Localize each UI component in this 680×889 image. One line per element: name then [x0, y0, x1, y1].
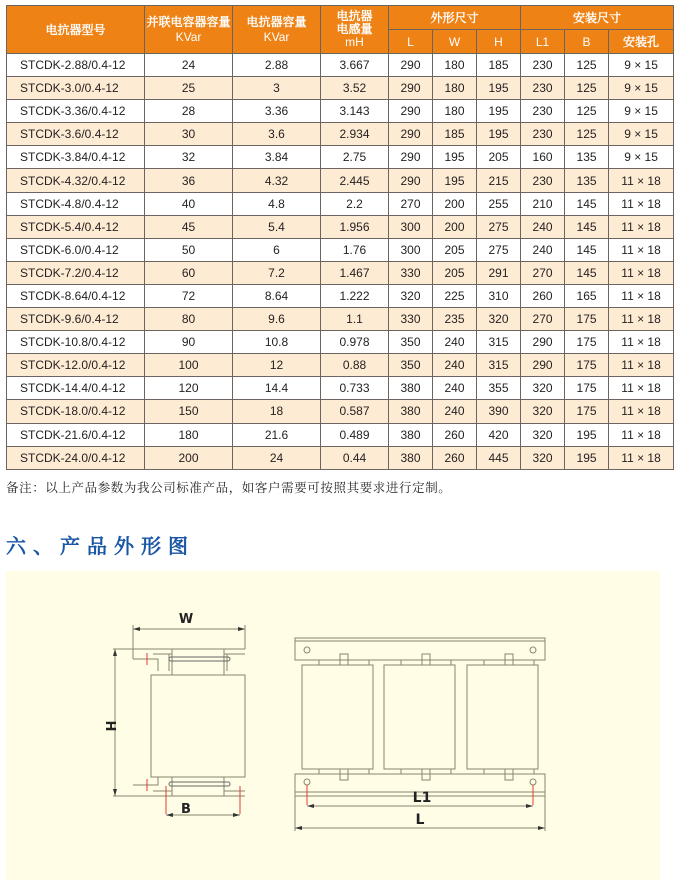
cell-kvar-cap: 120	[145, 377, 233, 400]
l1-arrow-right-icon	[526, 804, 533, 808]
cell-model: STCDK-2.88/0.4-12	[7, 54, 145, 77]
cell-kvar-reactor: 3	[233, 77, 321, 100]
cell-hole: 11 × 18	[609, 354, 674, 377]
cell-model: STCDK-14.4/0.4-12	[7, 377, 145, 400]
cell-l1: 270	[521, 261, 565, 284]
cell-w: 205	[433, 261, 477, 284]
cell-b: 145	[565, 192, 609, 215]
cell-h: 195	[477, 123, 521, 146]
table-row	[7, 331, 674, 354]
cell-mh: 1.1	[321, 308, 389, 331]
table-row	[7, 308, 674, 331]
l-arrow-left-icon	[295, 826, 302, 830]
label-l1: L1	[412, 790, 432, 806]
table-row	[7, 169, 674, 192]
cell-kvar-cap: 72	[145, 284, 233, 307]
table-row	[7, 100, 674, 123]
cell-mh: 1.467	[321, 261, 389, 284]
table-row	[7, 77, 674, 100]
cell-kvar-cap: 80	[145, 308, 233, 331]
table-row	[7, 423, 674, 446]
top-hole-right-icon	[530, 647, 536, 653]
cell-b: 125	[565, 123, 609, 146]
cell-hole: 11 × 18	[609, 284, 674, 307]
cell-mh: 0.44	[321, 446, 389, 469]
cell-kvar-reactor: 18	[233, 400, 321, 423]
l1-arrow-left-icon	[307, 804, 314, 808]
cell-kvar-cap: 200	[145, 446, 233, 469]
cell-l: 290	[389, 169, 433, 192]
cell-mh: 1.222	[321, 284, 389, 307]
cell-hole: 9 × 15	[609, 123, 674, 146]
cell-l: 290	[389, 123, 433, 146]
bottom-hole-right-icon	[530, 779, 536, 785]
cell-kvar-reactor: 3.6	[233, 123, 321, 146]
top-hole-left-icon	[304, 647, 310, 653]
cell-kvar-cap: 60	[145, 261, 233, 284]
cell-l: 380	[389, 446, 433, 469]
cell-h: 195	[477, 77, 521, 100]
table-body	[7, 54, 674, 470]
cell-model: STCDK-10.8/0.4-12	[7, 331, 145, 354]
cell-kvar-reactor: 24	[233, 446, 321, 469]
cell-b: 125	[565, 77, 609, 100]
cell-kvar-cap: 100	[145, 354, 233, 377]
cell-l1: 230	[521, 77, 565, 100]
cell-b: 175	[565, 354, 609, 377]
cell-hole: 11 × 18	[609, 261, 674, 284]
cell-hole: 11 × 18	[609, 308, 674, 331]
cell-h: 315	[477, 331, 521, 354]
cell-h: 255	[477, 192, 521, 215]
cell-l: 330	[389, 308, 433, 331]
cell-kvar-cap: 40	[145, 192, 233, 215]
cell-kvar-reactor: 14.4	[233, 377, 321, 400]
h-arrow-bottom-icon	[113, 789, 117, 796]
cell-model: STCDK-4.8/0.4-12	[7, 192, 145, 215]
cell-l1: 320	[521, 400, 565, 423]
cell-kvar-reactor: 3.84	[233, 146, 321, 169]
cell-hole: 11 × 18	[609, 446, 674, 469]
bottom-clamp-left	[153, 791, 172, 796]
cell-kvar-reactor: 4.32	[233, 169, 321, 192]
cell-kvar-reactor: 8.64	[233, 284, 321, 307]
top-clamp-left	[153, 649, 172, 654]
coil-body	[151, 675, 245, 777]
cell-h: 205	[477, 146, 521, 169]
b-arrow-left-icon	[166, 813, 173, 817]
bottom-hole-left-icon	[304, 779, 310, 785]
cell-l1: 230	[521, 123, 565, 146]
header-model: 电抗器型号	[7, 6, 145, 54]
header-inductance-unit: mH	[345, 35, 364, 49]
cell-l1: 320	[521, 446, 565, 469]
table-row	[7, 146, 674, 169]
header-capacitor-capacity	[145, 6, 233, 54]
cell-w: 200	[433, 215, 477, 238]
cell-l: 290	[389, 146, 433, 169]
cell-l: 290	[389, 100, 433, 123]
cell-l: 290	[389, 54, 433, 77]
cell-b: 195	[565, 423, 609, 446]
coil-1	[302, 665, 373, 769]
cell-b: 195	[565, 446, 609, 469]
cell-l: 350	[389, 354, 433, 377]
cell-mh: 3.667	[321, 54, 389, 77]
cell-b: 125	[565, 54, 609, 77]
cell-kvar-reactor: 9.6	[233, 308, 321, 331]
cell-model: STCDK-12.0/0.4-12	[7, 354, 145, 377]
cell-w: 240	[433, 331, 477, 354]
cell-w: 260	[433, 446, 477, 469]
l-arrow-right-icon	[538, 826, 545, 830]
cell-h: 315	[477, 354, 521, 377]
side-view	[113, 625, 245, 817]
cell-model: STCDK-5.4/0.4-12	[7, 215, 145, 238]
cell-model: STCDK-8.64/0.4-12	[7, 284, 145, 307]
table-row	[7, 354, 674, 377]
outline-drawing-panel	[6, 571, 660, 880]
cell-b: 145	[565, 238, 609, 261]
cell-l1: 210	[521, 192, 565, 215]
cell-w: 180	[433, 54, 477, 77]
cell-hole: 9 × 15	[609, 54, 674, 77]
table-row	[7, 215, 674, 238]
bottom-clamp-right	[224, 791, 245, 796]
table-row	[7, 377, 674, 400]
cell-hole: 11 × 18	[609, 423, 674, 446]
cell-mh: 2.2	[321, 192, 389, 215]
cell-mh: 0.587	[321, 400, 389, 423]
cell-kvar-reactor: 7.2	[233, 261, 321, 284]
cell-b: 175	[565, 377, 609, 400]
cell-model: STCDK-3.0/0.4-12	[7, 77, 145, 100]
table-row	[7, 238, 674, 261]
header-inductance	[321, 6, 389, 54]
cell-hole: 9 × 15	[609, 146, 674, 169]
cell-w: 200	[433, 192, 477, 215]
cell-l1: 240	[521, 238, 565, 261]
cell-kvar-cap: 32	[145, 146, 233, 169]
table-row	[7, 261, 674, 284]
cell-kvar-cap: 30	[145, 123, 233, 146]
cell-l: 300	[389, 215, 433, 238]
label-l: L	[415, 812, 425, 828]
cell-kvar-cap: 50	[145, 238, 233, 261]
cell-mh: 3.52	[321, 77, 389, 100]
cell-kvar-cap: 25	[145, 77, 233, 100]
table-row	[7, 192, 674, 215]
cell-h: 320	[477, 308, 521, 331]
cell-kvar-cap: 28	[145, 100, 233, 123]
cell-l1: 230	[521, 100, 565, 123]
cell-w: 195	[433, 146, 477, 169]
table-row	[7, 123, 674, 146]
cell-b: 175	[565, 400, 609, 423]
cell-kvar-reactor: 21.6	[233, 423, 321, 446]
cell-b: 165	[565, 284, 609, 307]
label-w: W	[178, 612, 194, 627]
table-header	[7, 6, 674, 54]
cell-l: 350	[389, 331, 433, 354]
cell-kvar-reactor: 2.88	[233, 54, 321, 77]
cell-kvar-reactor: 5.4	[233, 215, 321, 238]
cell-mh: 0.733	[321, 377, 389, 400]
cell-kvar-cap: 24	[145, 54, 233, 77]
cell-mh: 3.143	[321, 100, 389, 123]
bottom-bolt	[169, 782, 230, 786]
cell-kvar-cap: 45	[145, 215, 233, 238]
cell-l: 320	[389, 284, 433, 307]
cell-kvar-reactor: 12	[233, 354, 321, 377]
cell-h: 275	[477, 215, 521, 238]
cell-l1: 270	[521, 308, 565, 331]
cell-l: 380	[389, 423, 433, 446]
label-b: B	[181, 802, 191, 817]
cell-w: 205	[433, 238, 477, 261]
table-row	[7, 446, 674, 469]
cell-hole: 11 × 18	[609, 169, 674, 192]
header-install-dims: 安装尺寸	[521, 6, 674, 30]
cell-hole: 11 × 18	[609, 331, 674, 354]
cell-mh: 1.76	[321, 238, 389, 261]
cell-l: 380	[389, 377, 433, 400]
cell-w: 180	[433, 100, 477, 123]
cell-l1: 230	[521, 54, 565, 77]
cell-kvar-cap: 36	[145, 169, 233, 192]
cell-w: 260	[433, 423, 477, 446]
cell-l1: 320	[521, 423, 565, 446]
header-reactor-capacity-label: 电抗器容量	[246, 14, 307, 29]
cell-hole: 11 × 18	[609, 215, 674, 238]
table-row	[7, 284, 674, 307]
h-arrow-top-icon	[113, 649, 117, 656]
cell-l1: 160	[521, 146, 565, 169]
cell-b: 135	[565, 169, 609, 192]
cell-kvar-reactor: 4.8	[233, 192, 321, 215]
cell-mh: 2.75	[321, 146, 389, 169]
cell-model: STCDK-6.0/0.4-12	[7, 238, 145, 261]
header-capacitor-capacity-label: 并联电容器容量	[146, 14, 231, 29]
header-reactor-capacity	[233, 6, 321, 54]
remark-note: 备注：以上产品参数为我公司标准产品，如客户需要可按照其要求进行定制。	[6, 481, 452, 495]
cell-w: 185	[433, 123, 477, 146]
top-clamp-right	[224, 649, 245, 654]
b-arrow-right-icon	[233, 813, 240, 817]
cell-w: 240	[433, 377, 477, 400]
table-row	[7, 400, 674, 423]
cell-hole: 11 × 18	[609, 400, 674, 423]
cell-h: 275	[477, 238, 521, 261]
cell-b: 135	[565, 146, 609, 169]
cell-l1: 230	[521, 169, 565, 192]
cell-h: 195	[477, 100, 521, 123]
cell-l: 300	[389, 238, 433, 261]
cell-hole: 11 × 18	[609, 377, 674, 400]
cell-l: 290	[389, 77, 433, 100]
cell-b: 145	[565, 261, 609, 284]
header-H: H	[477, 30, 521, 54]
label-h: H	[102, 720, 117, 732]
cell-l1: 290	[521, 331, 565, 354]
header-B: B	[565, 30, 609, 54]
cell-mh: 0.489	[321, 423, 389, 446]
top-yoke	[172, 649, 224, 675]
cell-model: STCDK-9.6/0.4-12	[7, 308, 145, 331]
cell-h: 310	[477, 284, 521, 307]
cell-mh: 1.956	[321, 215, 389, 238]
cell-mh: 2.445	[321, 169, 389, 192]
cell-mh: 2.934	[321, 123, 389, 146]
cell-h: 445	[477, 446, 521, 469]
header-outline-dims: 外形尺寸	[389, 6, 521, 30]
cell-model: STCDK-3.6/0.4-12	[7, 123, 145, 146]
cell-b: 125	[565, 100, 609, 123]
cell-kvar-reactor: 3.36	[233, 100, 321, 123]
cell-l1: 320	[521, 377, 565, 400]
table-row	[7, 54, 674, 77]
header-inductance-label-2: 电感量	[336, 22, 373, 36]
header-reactor-capacity-unit: KVar	[263, 29, 290, 44]
cell-model: STCDK-4.32/0.4-12	[7, 169, 145, 192]
cell-l: 270	[389, 192, 433, 215]
header-W: W	[433, 30, 477, 54]
cell-l1: 290	[521, 354, 565, 377]
cell-h: 355	[477, 377, 521, 400]
spec-table	[6, 5, 674, 470]
cell-b: 175	[565, 308, 609, 331]
w-arrow-left-icon	[133, 627, 140, 631]
cell-model: STCDK-3.84/0.4-12	[7, 146, 145, 169]
cell-h: 390	[477, 400, 521, 423]
cell-hole: 9 × 15	[609, 100, 674, 123]
cell-hole: 11 × 18	[609, 192, 674, 215]
cell-w: 240	[433, 400, 477, 423]
cell-l: 330	[389, 261, 433, 284]
cell-h: 420	[477, 423, 521, 446]
cell-kvar-cap: 180	[145, 423, 233, 446]
header-inductance-label-1: 电抗器	[336, 9, 373, 23]
cell-hole: 9 × 15	[609, 77, 674, 100]
cell-l: 380	[389, 400, 433, 423]
cell-kvar-cap: 90	[145, 331, 233, 354]
w-arrow-right-icon	[238, 627, 245, 631]
cell-l1: 240	[521, 215, 565, 238]
top-bolt	[169, 657, 230, 661]
outline-drawing	[6, 571, 660, 880]
section-title: 六、产品外形图	[6, 534, 195, 558]
cell-kvar-cap: 150	[145, 400, 233, 423]
cell-h: 215	[477, 169, 521, 192]
cell-h: 185	[477, 54, 521, 77]
cell-mh: 0.88	[321, 354, 389, 377]
cell-w: 240	[433, 354, 477, 377]
cell-b: 175	[565, 331, 609, 354]
cell-model: STCDK-21.6/0.4-12	[7, 423, 145, 446]
cell-b: 145	[565, 215, 609, 238]
coil-3	[467, 665, 538, 769]
header-capacitor-capacity-unit: KVar	[175, 29, 202, 44]
coil-2	[384, 665, 455, 769]
cell-model: STCDK-7.2/0.4-12	[7, 261, 145, 284]
cell-mh: 0.978	[321, 331, 389, 354]
cell-w: 225	[433, 284, 477, 307]
cell-w: 180	[433, 77, 477, 100]
cell-l1: 260	[521, 284, 565, 307]
header-mount-hole: 安装孔	[609, 30, 674, 54]
cell-h: 291	[477, 261, 521, 284]
header-L: L	[389, 30, 433, 54]
cell-w: 235	[433, 308, 477, 331]
cell-model: STCDK-24.0/0.4-12	[7, 446, 145, 469]
cell-kvar-reactor: 10.8	[233, 331, 321, 354]
cell-w: 195	[433, 169, 477, 192]
cell-model: STCDK-18.0/0.4-12	[7, 400, 145, 423]
cell-kvar-reactor: 6	[233, 238, 321, 261]
header-L1: L1	[521, 30, 565, 54]
cell-hole: 11 × 18	[609, 238, 674, 261]
cell-model: STCDK-3.36/0.4-12	[7, 100, 145, 123]
